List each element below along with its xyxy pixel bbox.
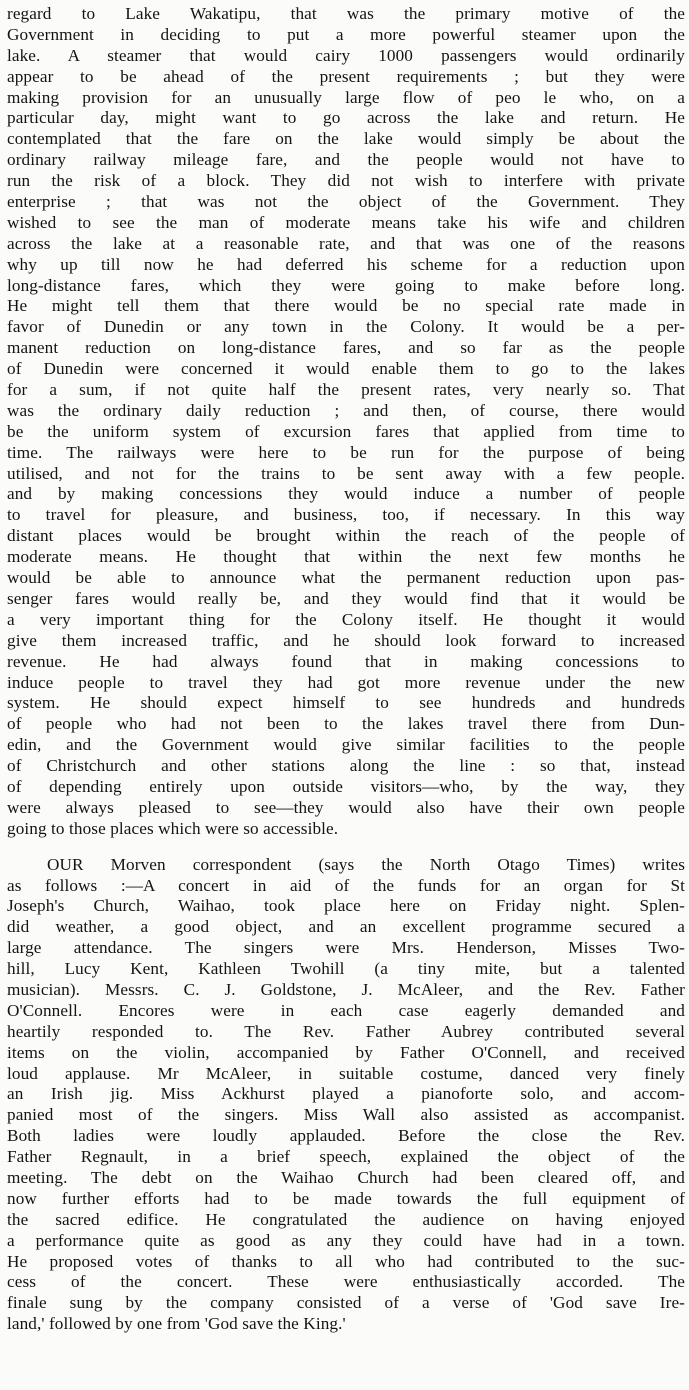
text-line: favor of Dunedin or any town in the Colony. It would be a per- [7, 317, 685, 337]
text-line: of people who had not been to the lakes travel there from Dun- [7, 714, 685, 734]
text-line: appear to be ahead of the present requirements ; but they were [7, 66, 685, 86]
text-line: Both ladies were loudly applauded. Before the close the Rev. [7, 1126, 685, 1146]
text-line: lake. A steamer that would cairy 1000 passengers would ordinarily [7, 45, 685, 65]
text-line: Father Regnault, in a brief speech, explained the object of the [7, 1147, 685, 1167]
text-line: a very important thing for the Colony itself. He thought it would [7, 609, 685, 629]
text-line: making provision for an unusually large flow of peo le who, on a [7, 87, 685, 107]
text-line: O'Connell. Encores were in each case eagerly demanded and [7, 1000, 685, 1020]
text-line: utilised, and not for the trains to be sent away with a few people. [7, 463, 685, 483]
text-line: wished to see the man of moderate means take his wife and children [7, 212, 685, 232]
text-line: panied most of the singers. Miss Wall also assisted as accompanist. [7, 1105, 685, 1125]
text-line: an Irish jig. Miss Ackhurst played a pianoforte solo, and accom- [7, 1084, 685, 1104]
article-column [7, 4, 685, 1335]
text-line: manent reduction on long-distance fares, and so far as the people [7, 338, 685, 358]
text-line: regard to Lake Wakatipu, that was the primary motive of the [7, 4, 685, 23]
text-line: cess of the concert. These were enthusiastically accorded. The [7, 1272, 685, 1292]
text-line: contemplated that the fare on the lake would simply be about the [7, 129, 685, 149]
text-line: particular day, might want to go across the lake and return. He [7, 108, 685, 128]
text-line: did weather, a good object, and an excellent programme secured a [7, 917, 685, 937]
text-line: system. He should expect himself to see hundreds and hundreds [7, 693, 685, 713]
text-line: edin, and the Government would give similar facilities to the people [7, 735, 685, 755]
text-line: give them increased traffic, and he should look forward to increased [7, 630, 685, 650]
paragraph-railway-fares [7, 4, 685, 840]
text-line: enterprise ; that was not the object of the Government. They [7, 192, 685, 212]
text-line: going to those places which were so accessible. [7, 818, 339, 838]
text-line: a performance quite as good as any they could have had in a town. [7, 1230, 685, 1250]
text-line: why up till now he had deferred his scheme for a reduction upon [7, 254, 685, 274]
text-line: revenue. He had always found that in making concessions to [7, 651, 685, 671]
text-line: run the risk of a block. They did not wish to interfere with private [7, 171, 685, 191]
text-line: He proposed votes of thanks to all who had contributed to the suc- [7, 1251, 685, 1271]
text-line: to travel for pleasure, and business, too, if necessary. In this way [7, 505, 685, 525]
text-line: land,' followed by one from 'God save the King.' [7, 1314, 346, 1334]
text-line: heartily responded to. The Rev. Father Aubrey contributed several [7, 1021, 685, 1041]
text-line: of Dunedin were concerned it would enable them to go to the lakes [7, 359, 685, 379]
text-line: senger fares would really be, and they would find that it would be [7, 588, 685, 608]
text-line: Joseph's Church, Waihao, took place here on Friday night. Splen- [7, 896, 685, 916]
text-line: be the uniform system of excursion fares that applied from time to [7, 421, 685, 441]
text-line: OUR Morven correspondent (says the North Otago Times) writes [47, 854, 685, 874]
text-line: induce people to travel they had got more revenue under the new [7, 672, 685, 692]
text-line: now further efforts had to be made towards the full equipment of [7, 1188, 685, 1208]
text-line: hill, Lucy Kent, Kathleen Twohill (a tiny mite, but a talented [7, 959, 685, 979]
text-line: would be able to announce what the permanent reduction upon pas- [7, 568, 685, 588]
text-line: large attendance. The singers were Mrs. Henderson, Misses Two- [7, 938, 685, 958]
text-line: long-distance fares, which they were going to make before long. [7, 275, 685, 295]
text-line: meeting. The debt on the Waihao Church had been cleared off, and [7, 1167, 685, 1187]
text-line: for a sum, if not quite half the present rates, very nearly so. That [7, 380, 685, 400]
text-line: and by making concessions they would induce a number of people [7, 484, 685, 504]
text-line: of depending entirely upon outside visitors—who, by the way, they [7, 776, 685, 796]
text-line: were always pleased to see—they would also have their own people [7, 797, 685, 817]
text-line: moderate means. He thought that within the next few months he [7, 547, 685, 567]
text-line: across the lake at a reasonable rate, and that was one of the reasons [7, 233, 685, 253]
paragraph-morven-concert [7, 855, 685, 1335]
paragraph-gap [7, 840, 685, 855]
text-line: distant places would be brought within the reach of the people of [7, 526, 685, 546]
text-line: of Christchurch and other stations along the line : so that, instead [7, 756, 685, 776]
text-line: as follows :—A concert in aid of the funds for an organ for St [7, 875, 685, 895]
text-line: Government in deciding to put a more powerful steamer upon the [7, 24, 685, 44]
text-line: loud applause. Mr McAleer, in suitable costume, danced very finely [7, 1063, 685, 1083]
text-line: the sacred edifice. He congratulated the audience on having enjoyed [7, 1209, 685, 1229]
text-line: He might tell them that there would be no special rate made in [7, 296, 685, 316]
text-line: items on the violin, accompanied by Father O'Connell, and received [7, 1042, 685, 1062]
text-line: finale sung by the company consisted of a verse of 'God save Ire- [7, 1293, 685, 1313]
text-line: musician). Messrs. C. J. Goldstone, J. McAleer, and the Rev. Father [7, 979, 685, 999]
text-line: was the ordinary daily reduction ; and then, of course, there would [7, 400, 685, 420]
text-line: time. The railways were here to be run for the purpose of being [7, 442, 685, 462]
text-line: ordinary railway mileage fare, and the people would not have to [7, 150, 685, 170]
